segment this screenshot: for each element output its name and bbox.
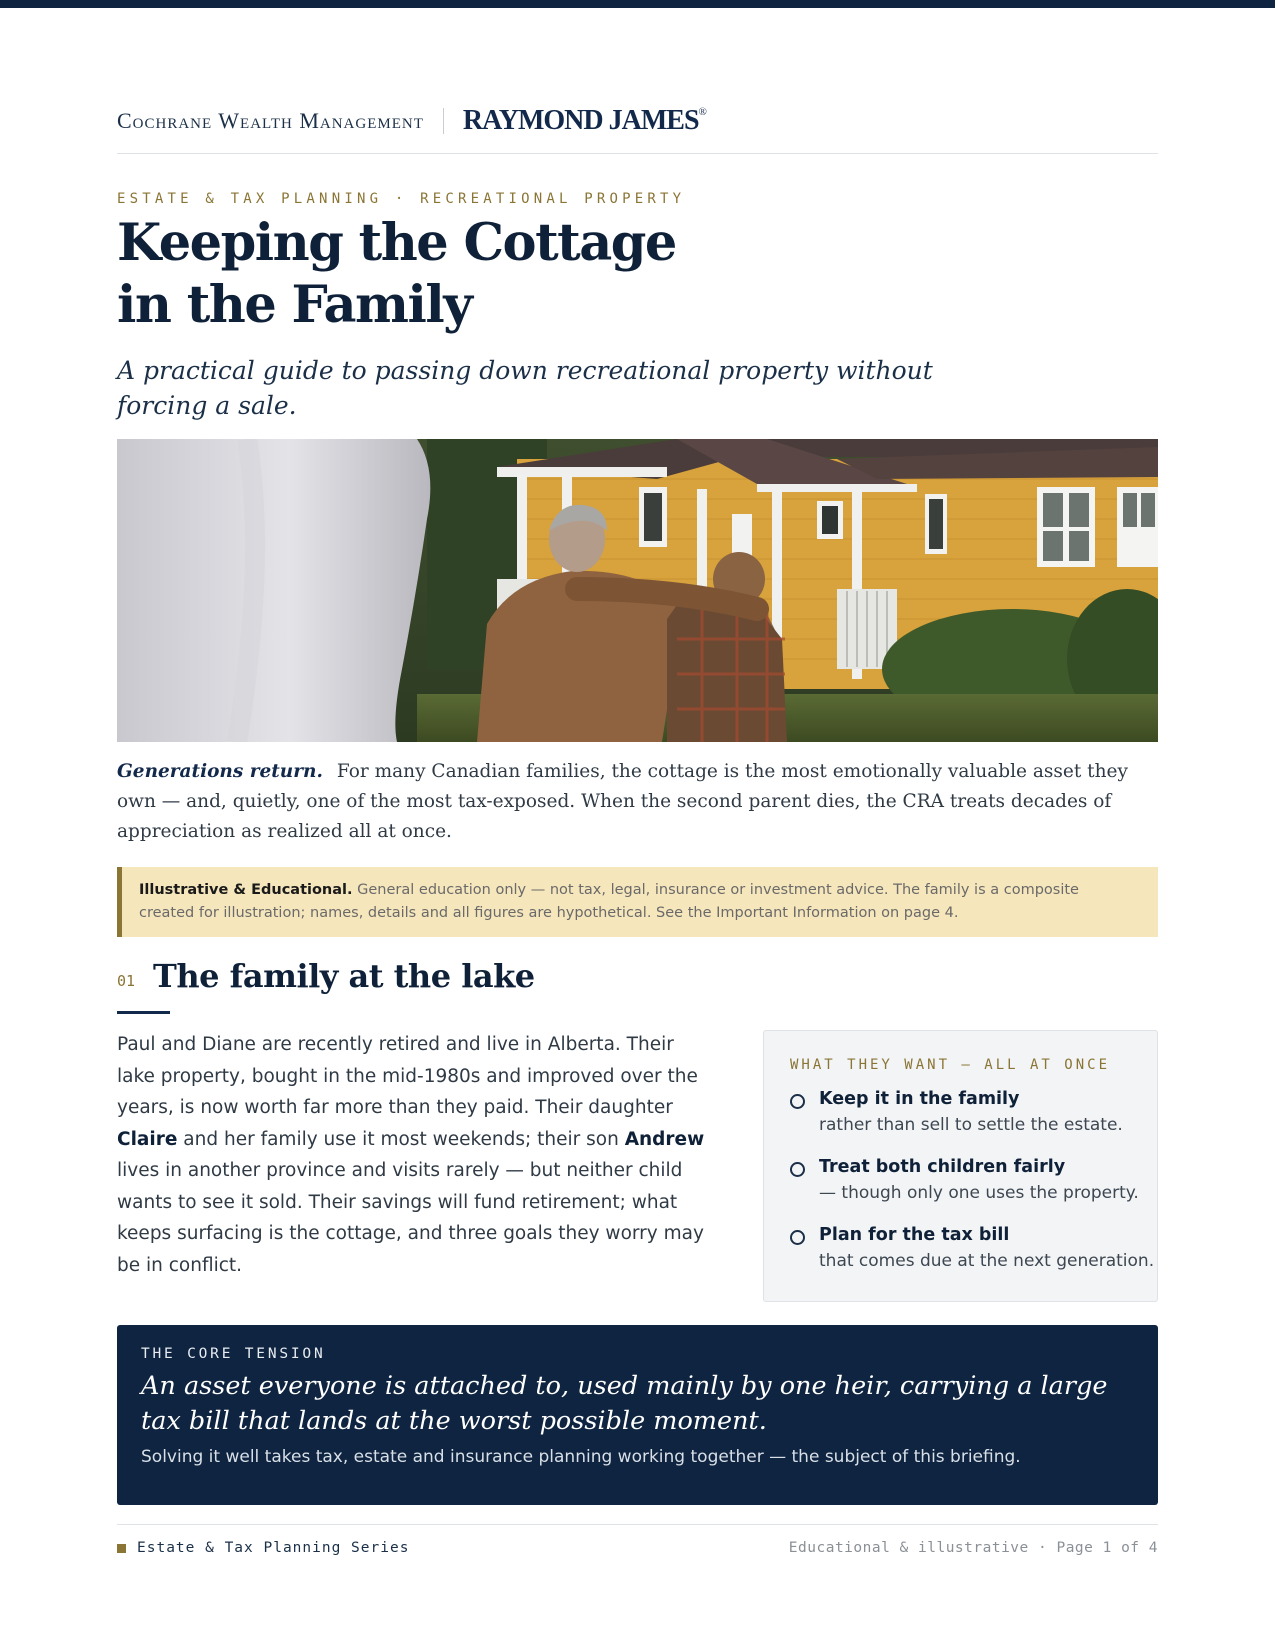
want-detail: that comes due at the next generation. xyxy=(819,1251,1155,1271)
family-text-1: Paul and Diane are recently retired and live in Alberta. Their lake property, bought in the mid-1980s and improved over the years, is now worth far more than they paid. Their daughter xyxy=(117,1034,698,1118)
want-title: Keep it in the family xyxy=(819,1089,1020,1109)
page-title: Keeping the Cottage in the Family xyxy=(117,213,676,335)
footer-page-info: Educational & illustrative · Page 1 of 4 xyxy=(788,1540,1158,1556)
square-bullet-icon xyxy=(117,1544,126,1553)
section-title: The family at the lake xyxy=(153,957,535,995)
page-subtitle: A practical guide to passing down recreational property without forcing a sale. xyxy=(117,356,933,420)
firm-name: Cochrane Wealth Management xyxy=(117,108,424,133)
name-andrew: Andrew xyxy=(624,1128,705,1150)
core-tension-banner xyxy=(117,1325,1158,1505)
section-rule xyxy=(117,1011,170,1014)
tension-note: Solving it well takes tax, estate and insurance planning working together — the subject of this briefing. xyxy=(141,1447,1021,1467)
hero-photo-illustration xyxy=(117,439,1158,742)
tension-label: THE CORE TENSION xyxy=(141,1346,326,1362)
want-detail: — though only one uses the property. xyxy=(819,1183,1139,1203)
family-text-2: and her family use it most weekends; their son xyxy=(177,1128,625,1150)
lead-paragraph xyxy=(117,757,1167,847)
partner-name: RAYMOND JAMES xyxy=(462,105,699,136)
want-detail: rather than sell to settle the estate. xyxy=(819,1115,1123,1135)
partner-logo xyxy=(463,105,707,137)
section-number: 01 xyxy=(117,972,136,990)
header-rule xyxy=(117,153,1158,154)
top-accent-bar xyxy=(0,0,1275,8)
tension-quote: An asset everyone is attached to, used mainly by one heir, carrying a large tax bill that lands at the worst possible moment. xyxy=(141,1371,1108,1436)
circle-bullet-icon xyxy=(790,1094,805,1109)
footer-series xyxy=(117,1540,409,1556)
hero-photo xyxy=(117,439,1158,742)
footer-rule xyxy=(117,1524,1158,1525)
series-name: Estate & Tax Planning Series xyxy=(137,1540,410,1556)
brand-divider xyxy=(443,108,444,134)
brand-header xyxy=(117,104,707,138)
family-paragraph xyxy=(117,1029,712,1281)
lead-text: For many Canadian families, the cottage is the most emotionally valuable asset they own — and, quietly, one of the most tax-exposed. When the second parent dies, the CRA treats decades of appreciation as realized all at once. xyxy=(117,761,1128,842)
disclaimer-callout xyxy=(117,867,1158,937)
circle-bullet-icon xyxy=(790,1162,805,1177)
name-claire: Claire xyxy=(117,1128,178,1150)
circle-bullet-icon xyxy=(790,1230,805,1245)
wants-panel xyxy=(763,1030,1158,1302)
want-title: Treat both children fairly xyxy=(819,1157,1066,1177)
family-text-3: lives in another province and visits rarely — but neither child wants to see it sold. Their savings will fund retirement; what keeps surfacing is the cottage, and three goals they worry may be in conflict. xyxy=(117,1160,704,1276)
want-title: Plan for the tax bill xyxy=(819,1225,1010,1245)
registered-mark: ® xyxy=(698,105,707,118)
wants-heading: WHAT THEY WANT — ALL AT ONCE xyxy=(790,1057,1111,1073)
disclaimer-label: Illustrative & Educational. xyxy=(139,882,353,898)
lead-emphasis: Generations return. xyxy=(117,761,323,782)
disclaimer-text: General education only — not tax, legal, insurance or investment advice. The family is a composite created for illustration; names, details and all figures are hypothetical. See the Important Information on page 4. xyxy=(139,882,1079,921)
eyebrow-kicker: ESTATE & TAX PLANNING · RECREATIONAL PROPERTY xyxy=(117,191,686,207)
